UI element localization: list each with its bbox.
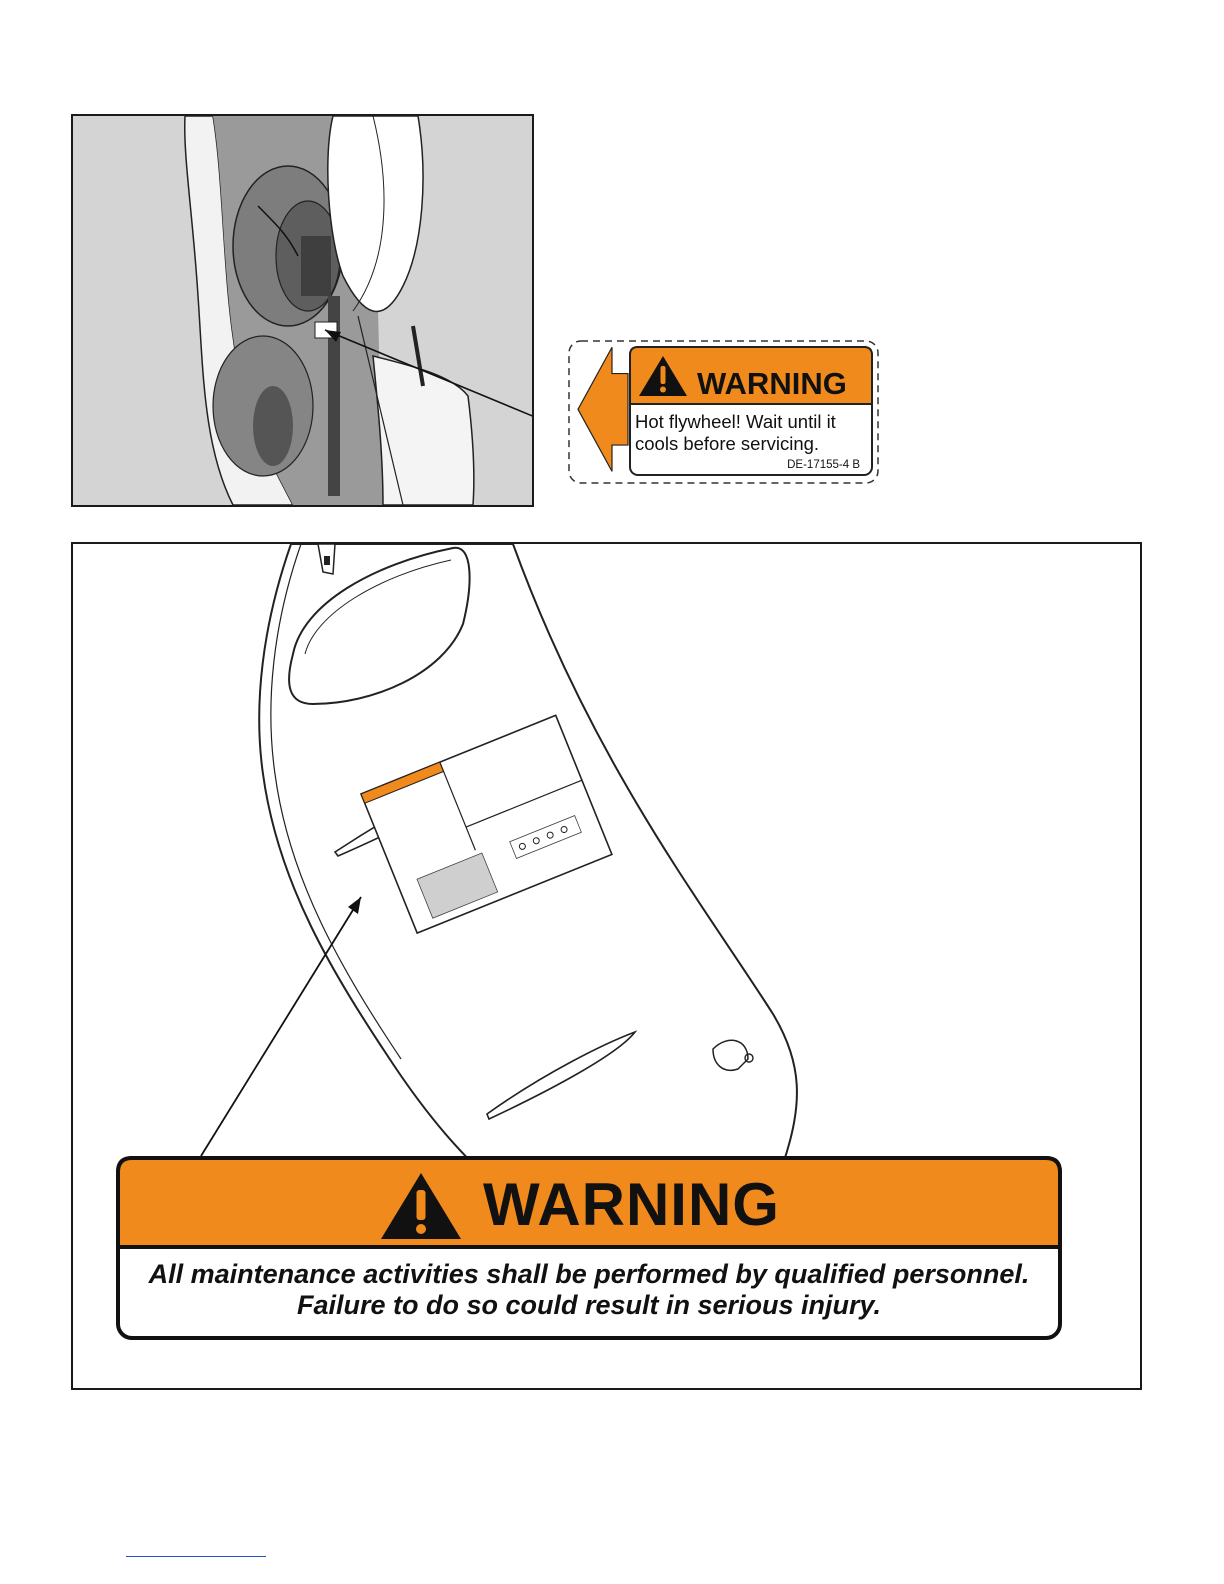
flywheel-warning-code: DE-17155-4 B <box>787 459 860 471</box>
maintenance-warning-heading: WARNING <box>483 1171 780 1238</box>
maintenance-warning-label <box>115 1155 1063 1341</box>
flywheel-warning-heading: WARNING <box>697 366 847 401</box>
maintenance-warning-message: All maintenance activities shall be performed by qualified personnel. Failure to do so could result in serious injury. <box>148 1259 1030 1320</box>
flywheel-illustration-frame <box>71 114 534 507</box>
flywheel-illustration <box>73 116 532 505</box>
footer-rule <box>126 1556 266 1557</box>
flywheel-warning-message: Hot flywheel! Wait until it cools before servicing. <box>635 411 836 454</box>
